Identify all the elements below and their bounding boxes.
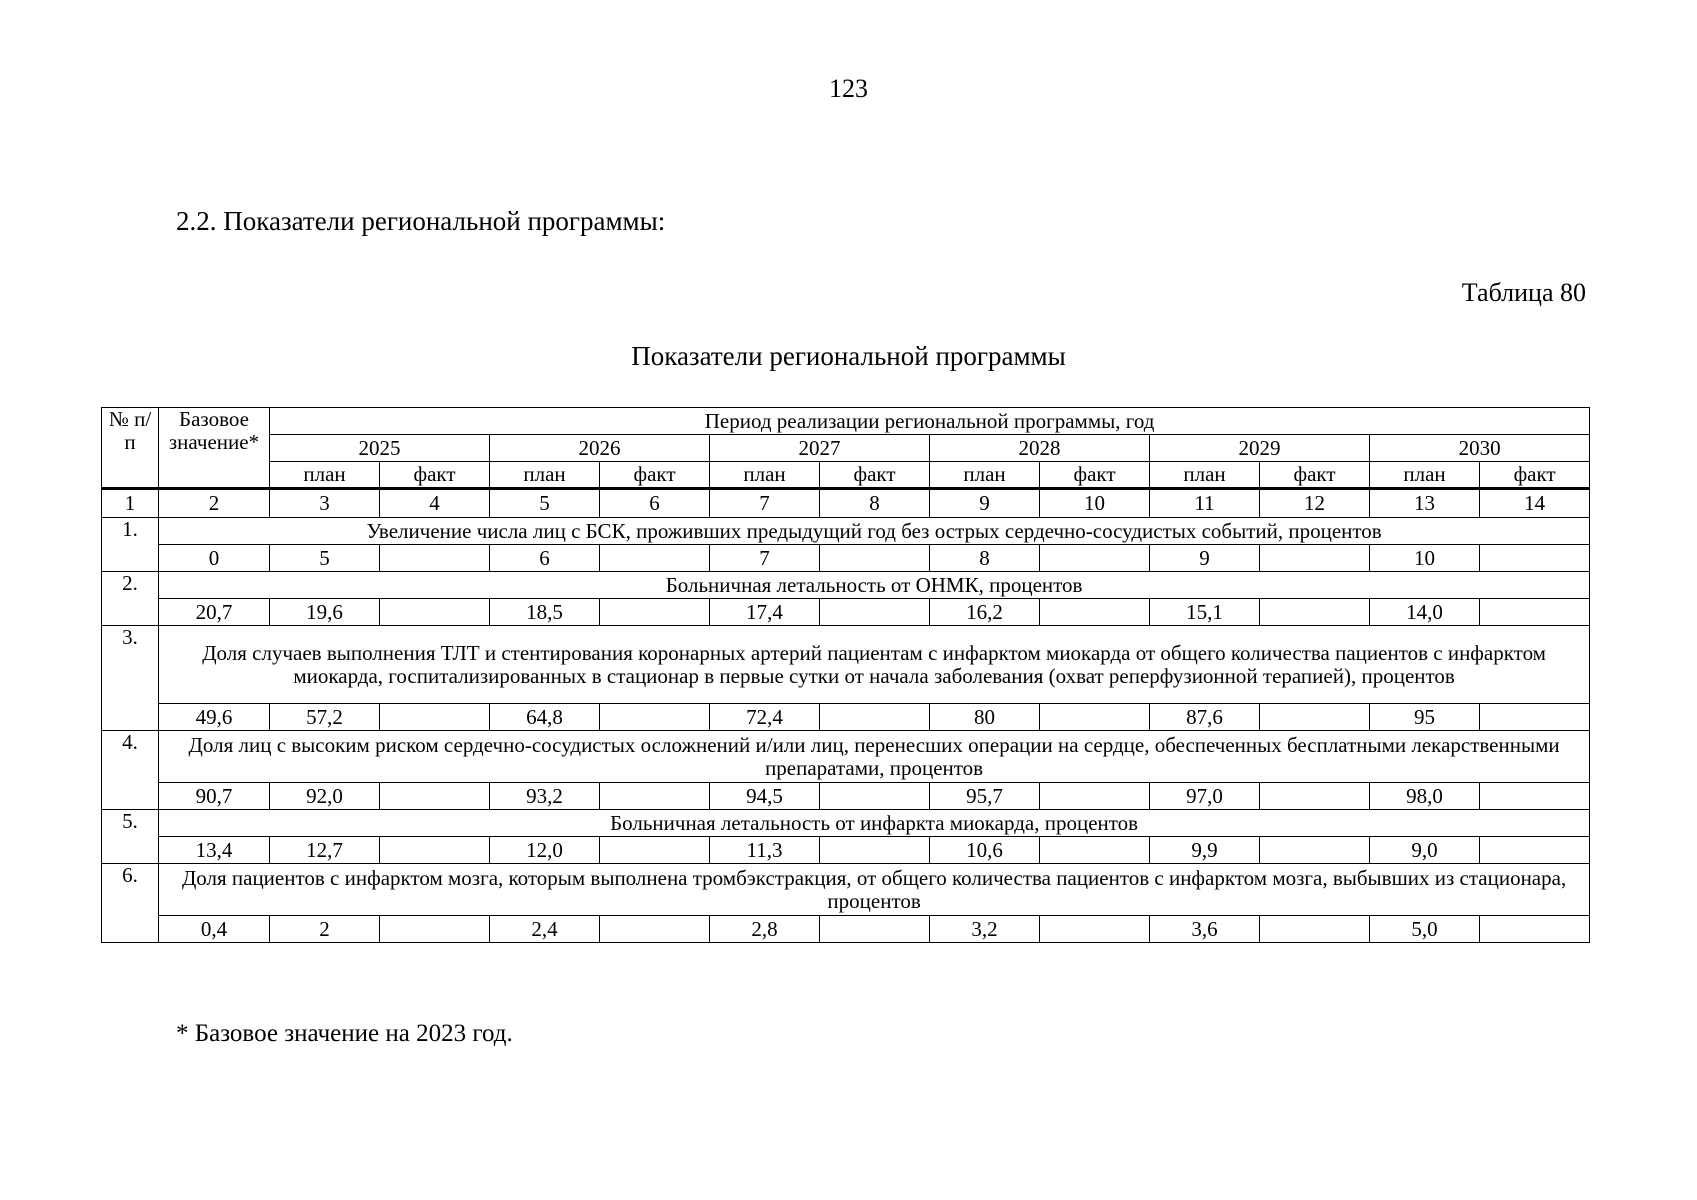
fact-header: факт [600, 462, 710, 489]
page-number: 123 [829, 74, 868, 103]
header-period-cell: Период реализации региональной программы, год [270, 408, 1590, 435]
value-cell: 5 [270, 545, 380, 572]
column-number: 2 [159, 489, 270, 518]
value-cell [600, 545, 710, 572]
value-cell [600, 599, 710, 626]
value-cell [1040, 704, 1150, 731]
value-cell: 18,5 [490, 599, 600, 626]
indicator-description: Увеличение числа лиц с БСК, проживших предыдущий год без острых сердечно-сосудистых событий, процентов [159, 518, 1590, 545]
value-cell: 87,6 [1150, 704, 1260, 731]
table-label: Таблица 80 [1461, 278, 1586, 307]
indicator-row [102, 626, 1590, 704]
value-cell: 9,9 [1150, 837, 1260, 864]
indicator-description: Доля пациентов с инфарктом мозга, которым выполнена тромбэкстракция, от общего количества пациентов с инфарктом мозга, выбывших из стационара, процентов [159, 864, 1590, 916]
fact-header: факт [1480, 462, 1590, 489]
value-cell: 16,2 [930, 599, 1040, 626]
value-cell: 6 [490, 545, 600, 572]
value-cell [1040, 599, 1150, 626]
value-cell [380, 545, 490, 572]
column-number: 6 [600, 489, 710, 518]
value-cell: 14,0 [1370, 599, 1480, 626]
table-title: Показатели региональной программы [631, 341, 1066, 371]
indicator-values-row [102, 916, 1590, 943]
value-cell: 15,1 [1150, 599, 1260, 626]
value-cell [1480, 545, 1590, 572]
column-number: 4 [380, 489, 490, 518]
header-num-cell: № п/п [102, 408, 159, 489]
indicator-row [102, 810, 1590, 837]
header-base-cell: Базовое значение* [159, 408, 270, 489]
column-number: 1 [102, 489, 159, 518]
value-cell: 13,4 [159, 837, 270, 864]
plan-header: план [1370, 462, 1480, 489]
value-cell: 2,8 [710, 916, 820, 943]
indicator-number: 4. [102, 731, 159, 810]
year-header: 2027 [710, 435, 930, 462]
value-cell: 12,7 [270, 837, 380, 864]
value-cell: 90,7 [159, 783, 270, 810]
plan-header: план [1150, 462, 1260, 489]
indicator-row [102, 572, 1590, 599]
value-cell [1260, 916, 1370, 943]
year-header: 2029 [1150, 435, 1370, 462]
value-cell: 9 [1150, 545, 1260, 572]
column-number: 7 [710, 489, 820, 518]
indicator-values-row [102, 545, 1590, 572]
value-cell [1040, 916, 1150, 943]
value-cell: 98,0 [1370, 783, 1480, 810]
indicator-number: 1. [102, 518, 159, 572]
value-cell: 11,3 [710, 837, 820, 864]
year-header: 2028 [930, 435, 1150, 462]
value-cell: 57,2 [270, 704, 380, 731]
column-number: 5 [490, 489, 600, 518]
value-cell: 80 [930, 704, 1040, 731]
plan-header: план [710, 462, 820, 489]
value-cell [1040, 545, 1150, 572]
value-cell [1260, 704, 1370, 731]
column-number: 10 [1040, 489, 1150, 518]
indicator-description: Доля случаев выполнения ТЛТ и стентирования коронарных артерий пациентам с инфарктом миокарда от общего количества пациентов с инфарктом миокарда, госпитализированных в стационар в первые сутки от начала заболевания (охват реперфузионной терапией), процентов [159, 626, 1590, 704]
value-cell: 97,0 [1150, 783, 1260, 810]
value-cell [600, 916, 710, 943]
year-header: 2025 [270, 435, 490, 462]
value-cell [380, 599, 490, 626]
value-cell [600, 704, 710, 731]
value-cell: 95,7 [930, 783, 1040, 810]
value-cell: 94,5 [710, 783, 820, 810]
value-cell: 3,2 [930, 916, 1040, 943]
value-cell [820, 916, 930, 943]
value-cell: 72,4 [710, 704, 820, 731]
value-cell [1480, 783, 1590, 810]
column-number: 13 [1370, 489, 1480, 518]
value-cell: 17,4 [710, 599, 820, 626]
fact-header: факт [1260, 462, 1370, 489]
value-cell: 10,6 [930, 837, 1040, 864]
column-number: 9 [930, 489, 1040, 518]
value-cell [1260, 783, 1370, 810]
year-header: 2030 [1370, 435, 1590, 462]
column-number: 14 [1480, 489, 1590, 518]
value-cell [1480, 916, 1590, 943]
value-cell: 19,6 [270, 599, 380, 626]
indicator-row [102, 731, 1590, 783]
value-cell [820, 783, 930, 810]
indicator-values-row [102, 599, 1590, 626]
value-cell: 10 [1370, 545, 1480, 572]
section-heading: 2.2. Показатели региональной программы: [176, 206, 666, 236]
value-cell: 8 [930, 545, 1040, 572]
value-cell [1040, 837, 1150, 864]
column-number: 12 [1260, 489, 1370, 518]
value-cell: 9,0 [1370, 837, 1480, 864]
value-cell [1260, 837, 1370, 864]
fact-header: факт [820, 462, 930, 489]
value-cell [380, 916, 490, 943]
value-cell [600, 783, 710, 810]
value-cell: 95 [1370, 704, 1480, 731]
value-cell [1260, 545, 1370, 572]
plan-header: план [930, 462, 1040, 489]
value-cell [1260, 599, 1370, 626]
indicator-number: 5. [102, 810, 159, 864]
indicator-description: Больничная летальность от инфаркта миокарда, процентов [159, 810, 1590, 837]
column-number: 11 [1150, 489, 1260, 518]
value-cell [1480, 837, 1590, 864]
value-cell: 7 [710, 545, 820, 572]
value-cell [1480, 704, 1590, 731]
value-cell [1040, 783, 1150, 810]
value-cell: 93,2 [490, 783, 600, 810]
indicator-description: Больничная летальность от ОНМК, процентов [159, 572, 1590, 599]
value-cell [1480, 599, 1590, 626]
indicator-number: 6. [102, 864, 159, 943]
value-cell [820, 599, 930, 626]
value-cell: 5,0 [1370, 916, 1480, 943]
footnote: * Базовое значение на 2023 год. [176, 1020, 513, 1047]
value-cell: 2,4 [490, 916, 600, 943]
column-number: 8 [820, 489, 930, 518]
value-cell [820, 545, 930, 572]
indicator-number: 3. [102, 626, 159, 731]
column-number: 3 [270, 489, 380, 518]
indicator-description: Доля лиц с высоким риском сердечно-сосудистых осложнений и/или лиц, перенесших операции на сердце, обеспеченных бесплатными лекарственными препаратами, процентов [159, 731, 1590, 783]
indicators-table [101, 407, 1590, 943]
indicator-row [102, 518, 1590, 545]
value-cell: 12,0 [490, 837, 600, 864]
fact-header: факт [380, 462, 490, 489]
indicator-values-row [102, 783, 1590, 810]
value-cell: 2 [270, 916, 380, 943]
value-cell [380, 783, 490, 810]
indicator-row [102, 864, 1590, 916]
year-header: 2026 [490, 435, 710, 462]
plan-header: план [490, 462, 600, 489]
value-cell [380, 704, 490, 731]
value-cell: 3,6 [1150, 916, 1260, 943]
value-cell [820, 837, 930, 864]
indicator-values-row [102, 704, 1590, 731]
value-cell: 0,4 [159, 916, 270, 943]
value-cell [600, 837, 710, 864]
value-cell [820, 704, 930, 731]
value-cell: 64,8 [490, 704, 600, 731]
value-cell [380, 837, 490, 864]
value-cell: 92,0 [270, 783, 380, 810]
indicator-number: 2. [102, 572, 159, 626]
indicator-values-row [102, 837, 1590, 864]
fact-header: факт [1040, 462, 1150, 489]
plan-header: план [270, 462, 380, 489]
value-cell: 0 [159, 545, 270, 572]
value-cell: 49,6 [159, 704, 270, 731]
value-cell: 20,7 [159, 599, 270, 626]
